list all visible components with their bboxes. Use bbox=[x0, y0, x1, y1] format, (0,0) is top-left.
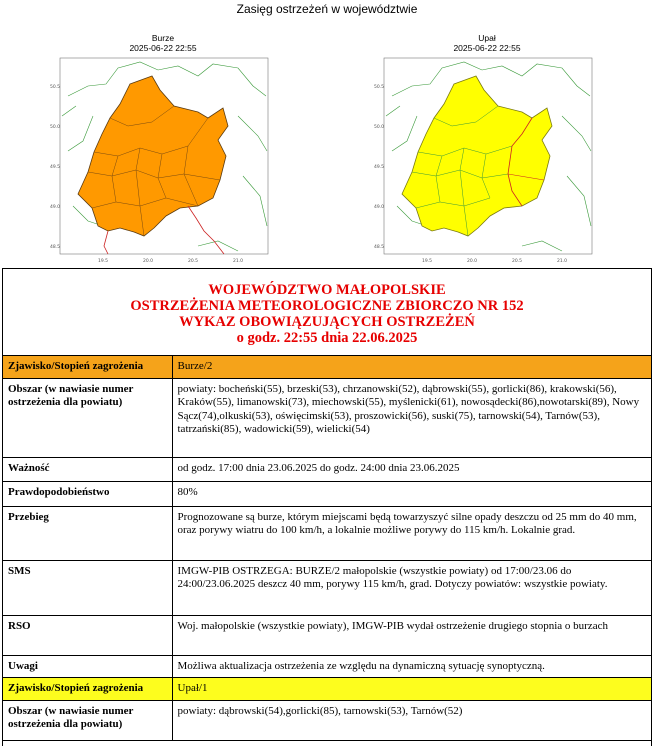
x-tick-label: 19.5 bbox=[98, 259, 109, 264]
table-row bbox=[3, 356, 651, 378]
notes-value: Możliwa aktualizacja ostrzeżenia ze względu na dynamiczną sytuację synoptyczną. bbox=[172, 655, 651, 678]
area-value: powiaty: dąbrowski(54),gorlicki(85), tarnowski(53), Tarnów(52) bbox=[172, 700, 651, 740]
course-label: Przebieg bbox=[3, 506, 172, 560]
y-tick-label: 50.5 bbox=[374, 85, 385, 90]
y-tick-label: 49.0 bbox=[50, 205, 61, 210]
x-tick-label: 20.0 bbox=[143, 259, 154, 264]
sms-label: SMS bbox=[3, 560, 172, 615]
table-row bbox=[3, 700, 651, 740]
x-tick-label: 21.0 bbox=[233, 259, 244, 264]
map-heat-timestamp: 2025-06-22 22:55 bbox=[453, 43, 521, 53]
y-tick-label: 49.0 bbox=[374, 205, 385, 210]
phenomenon-value: Burze/2 bbox=[172, 356, 651, 378]
header-title: OSTRZEŻENIA METEOROLOGICZNE ZBIORCZO NR 152 bbox=[130, 298, 524, 314]
x-tick-label: 21.0 bbox=[557, 259, 568, 264]
header-region: WOJEWÓDZTWO MAŁOPOLSKIE bbox=[208, 282, 446, 298]
map-heat-label: Upał bbox=[478, 33, 496, 43]
probability-value: 80% bbox=[172, 481, 651, 506]
y-tick-label: 50.0 bbox=[50, 125, 61, 130]
header-datetime: o godz. 22:55 dnia 22.06.2025 bbox=[236, 330, 418, 346]
table-row bbox=[3, 457, 651, 481]
map-heat bbox=[372, 30, 602, 270]
rso-value: Woj. małopolskie (wszystkie powiaty), IMGW-PIB wydał ostrzeżenie drugiego stopnia o burzach bbox=[172, 615, 651, 655]
table-row bbox=[3, 560, 651, 615]
x-tick-label: 19.5 bbox=[422, 259, 433, 264]
map-storms bbox=[48, 30, 278, 270]
y-tick-label: 50.5 bbox=[50, 85, 61, 90]
sms-value: IMGW-PIB OSTRZEGA: BURZE/2 małopolskie (wszystkie powiaty) od 17:00/23.06 do 24:00/23.06.2025 deszcz 40 mm, porywy 115 km/h, grad. Dotyczy powiatów: wszystkie powiaty. bbox=[172, 560, 651, 615]
map-heat-graphic bbox=[372, 56, 602, 270]
validity-label: Ważność bbox=[3, 457, 172, 481]
x-tick-label: 20.0 bbox=[467, 259, 478, 264]
y-tick-label: 48.5 bbox=[50, 245, 61, 250]
y-tick-label: 49.5 bbox=[50, 165, 61, 170]
phenomenon-label: Zjawisko/Stopień zagrożenia bbox=[3, 356, 172, 378]
area-label: Obszar (w nawiasie numer ostrzeżenia dla powiatu) bbox=[3, 378, 172, 457]
table-row bbox=[3, 655, 651, 678]
x-tick-label: 20.5 bbox=[512, 259, 523, 264]
table-row bbox=[3, 481, 651, 506]
validity-value: od godz. 17:00 dnia 23.06.2025 do godz. 24:00 dnia 23.06.2025 bbox=[172, 457, 651, 481]
area-label: Obszar (w nawiasie numer ostrzeżenia dla powiatu) bbox=[3, 700, 172, 740]
y-tick-label: 49.5 bbox=[374, 165, 385, 170]
page-title: Zasięg ostrzeżeń w województwie bbox=[236, 2, 418, 16]
x-tick-label: 20.5 bbox=[188, 259, 199, 264]
warnings-table bbox=[3, 356, 651, 741]
table-row bbox=[3, 506, 651, 560]
document-header bbox=[3, 269, 651, 356]
table-row bbox=[3, 678, 651, 701]
y-tick-label: 50.0 bbox=[374, 125, 385, 130]
phenomenon-label: Zjawisko/Stopień zagrożenia bbox=[3, 678, 172, 701]
notes-label: Uwagi bbox=[3, 655, 172, 678]
map-storms-label: Burze bbox=[151, 33, 175, 43]
y-tick-label: 48.5 bbox=[374, 245, 385, 250]
phenomenon-value: Upał/1 bbox=[172, 678, 651, 701]
warnings-document bbox=[2, 268, 652, 746]
header-subtitle: WYKAZ OBOWIĄZUJĄCYCH OSTRZEŻEŃ bbox=[179, 314, 475, 330]
probability-label: Prawdopodobieństwo bbox=[3, 481, 172, 506]
rso-label: RSO bbox=[3, 615, 172, 655]
table-row bbox=[3, 378, 651, 457]
map-storms-graphic bbox=[48, 56, 278, 270]
course-value: Prognozowane są burze, którym miejscami będą towarzyszyć silne opady deszczu od 25 mm do 40 mm, oraz porywy wiatru do 100 km/h, a lokalnie możliwe porywy do 115 km/h. Lokalnie grad. bbox=[172, 506, 651, 560]
table-row bbox=[3, 615, 651, 655]
map-storms-timestamp: 2025-06-22 22:55 bbox=[129, 43, 197, 53]
area-value: powiaty: bocheński(55), brzeski(53), chrzanowski(52), dąbrowski(55), gorlicki(86), krakowski(56), Kraków(55), limanowski(73), miechowski(55), myślenicki(61), nowosądecki(86),nowotarski(89), Nowy Sącz(74),olkuski(53), oświęcimski(53), proszowicki(56), suski(75), tarnowski(54), Tarnów(53), tatrzański(85), wadowicki(59), wielicki(54) bbox=[172, 378, 651, 457]
